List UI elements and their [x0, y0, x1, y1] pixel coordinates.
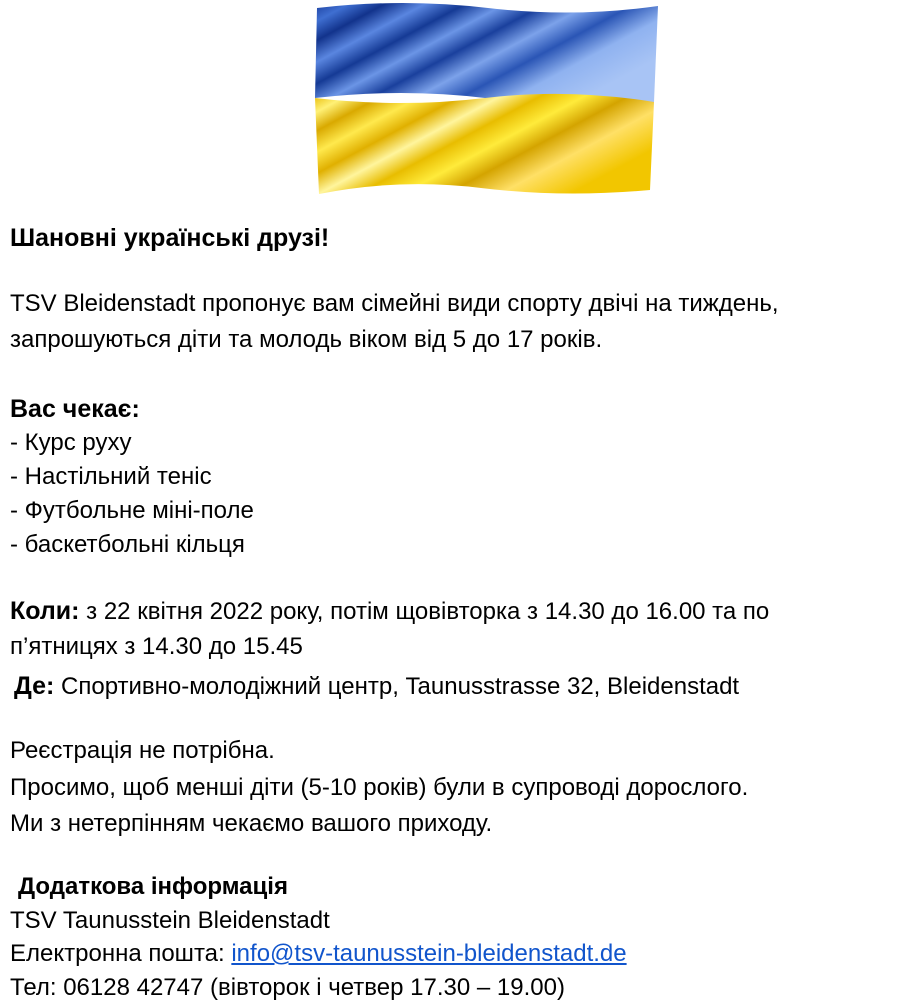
- contact-heading: Додаткова інформація: [18, 873, 288, 900]
- when-line-2: п’ятницях з 14.30 до 15.45: [10, 633, 303, 660]
- greeting-heading: Шановні українські друзі!: [10, 224, 330, 252]
- where-value: Спортивно-молодіжний центр, Taunusstrasse 32, Bleidenstadt: [54, 673, 740, 700]
- activities-heading: Вас чекає:: [10, 395, 140, 423]
- intro-line-2: запрошуються діти та молодь віком від 5 до 17 років.: [10, 326, 603, 353]
- where-label: Де:: [14, 672, 55, 700]
- contact-phone: Тел: 06128 42747 (вівторок і четвер 17.30 – 19.00): [10, 974, 565, 1001]
- when-line-1: [10, 597, 769, 626]
- activity-item: - Футбольне міні-поле: [10, 497, 254, 524]
- registration-note: Реєстрація не потрібна.: [10, 737, 275, 764]
- when-value: з 22 квітня 2022 року, потім щовівторка з 14.30 до 16.00 та по: [79, 598, 770, 625]
- intro-line-1: TSV Bleidenstadt пропонує вам сімейні види спорту двічі на тиждень,: [10, 290, 779, 317]
- ukraine-flag-icon: [313, 2, 659, 198]
- supervision-note: Просимо, щоб менші діти (5-10 років) були в супроводі дорослого.: [10, 774, 749, 801]
- when-label: Коли:: [10, 597, 80, 625]
- where-line: [14, 672, 739, 701]
- email-link[interactable]: info@tsv-taunusstein-bleidenstadt.de: [231, 940, 627, 967]
- activity-item: - Настільний теніс: [10, 463, 212, 490]
- contact-email-line: [10, 940, 627, 968]
- contact-org: TSV Taunusstein Bleidenstadt: [10, 907, 330, 934]
- activity-item: - Курс руху: [10, 429, 132, 456]
- activity-item: - баскетбольні кільця: [10, 531, 245, 558]
- welcome-note: Ми з нетерпінням чекаємо вашого приходу.: [10, 810, 493, 837]
- email-label: Електронна пошта:: [10, 940, 232, 967]
